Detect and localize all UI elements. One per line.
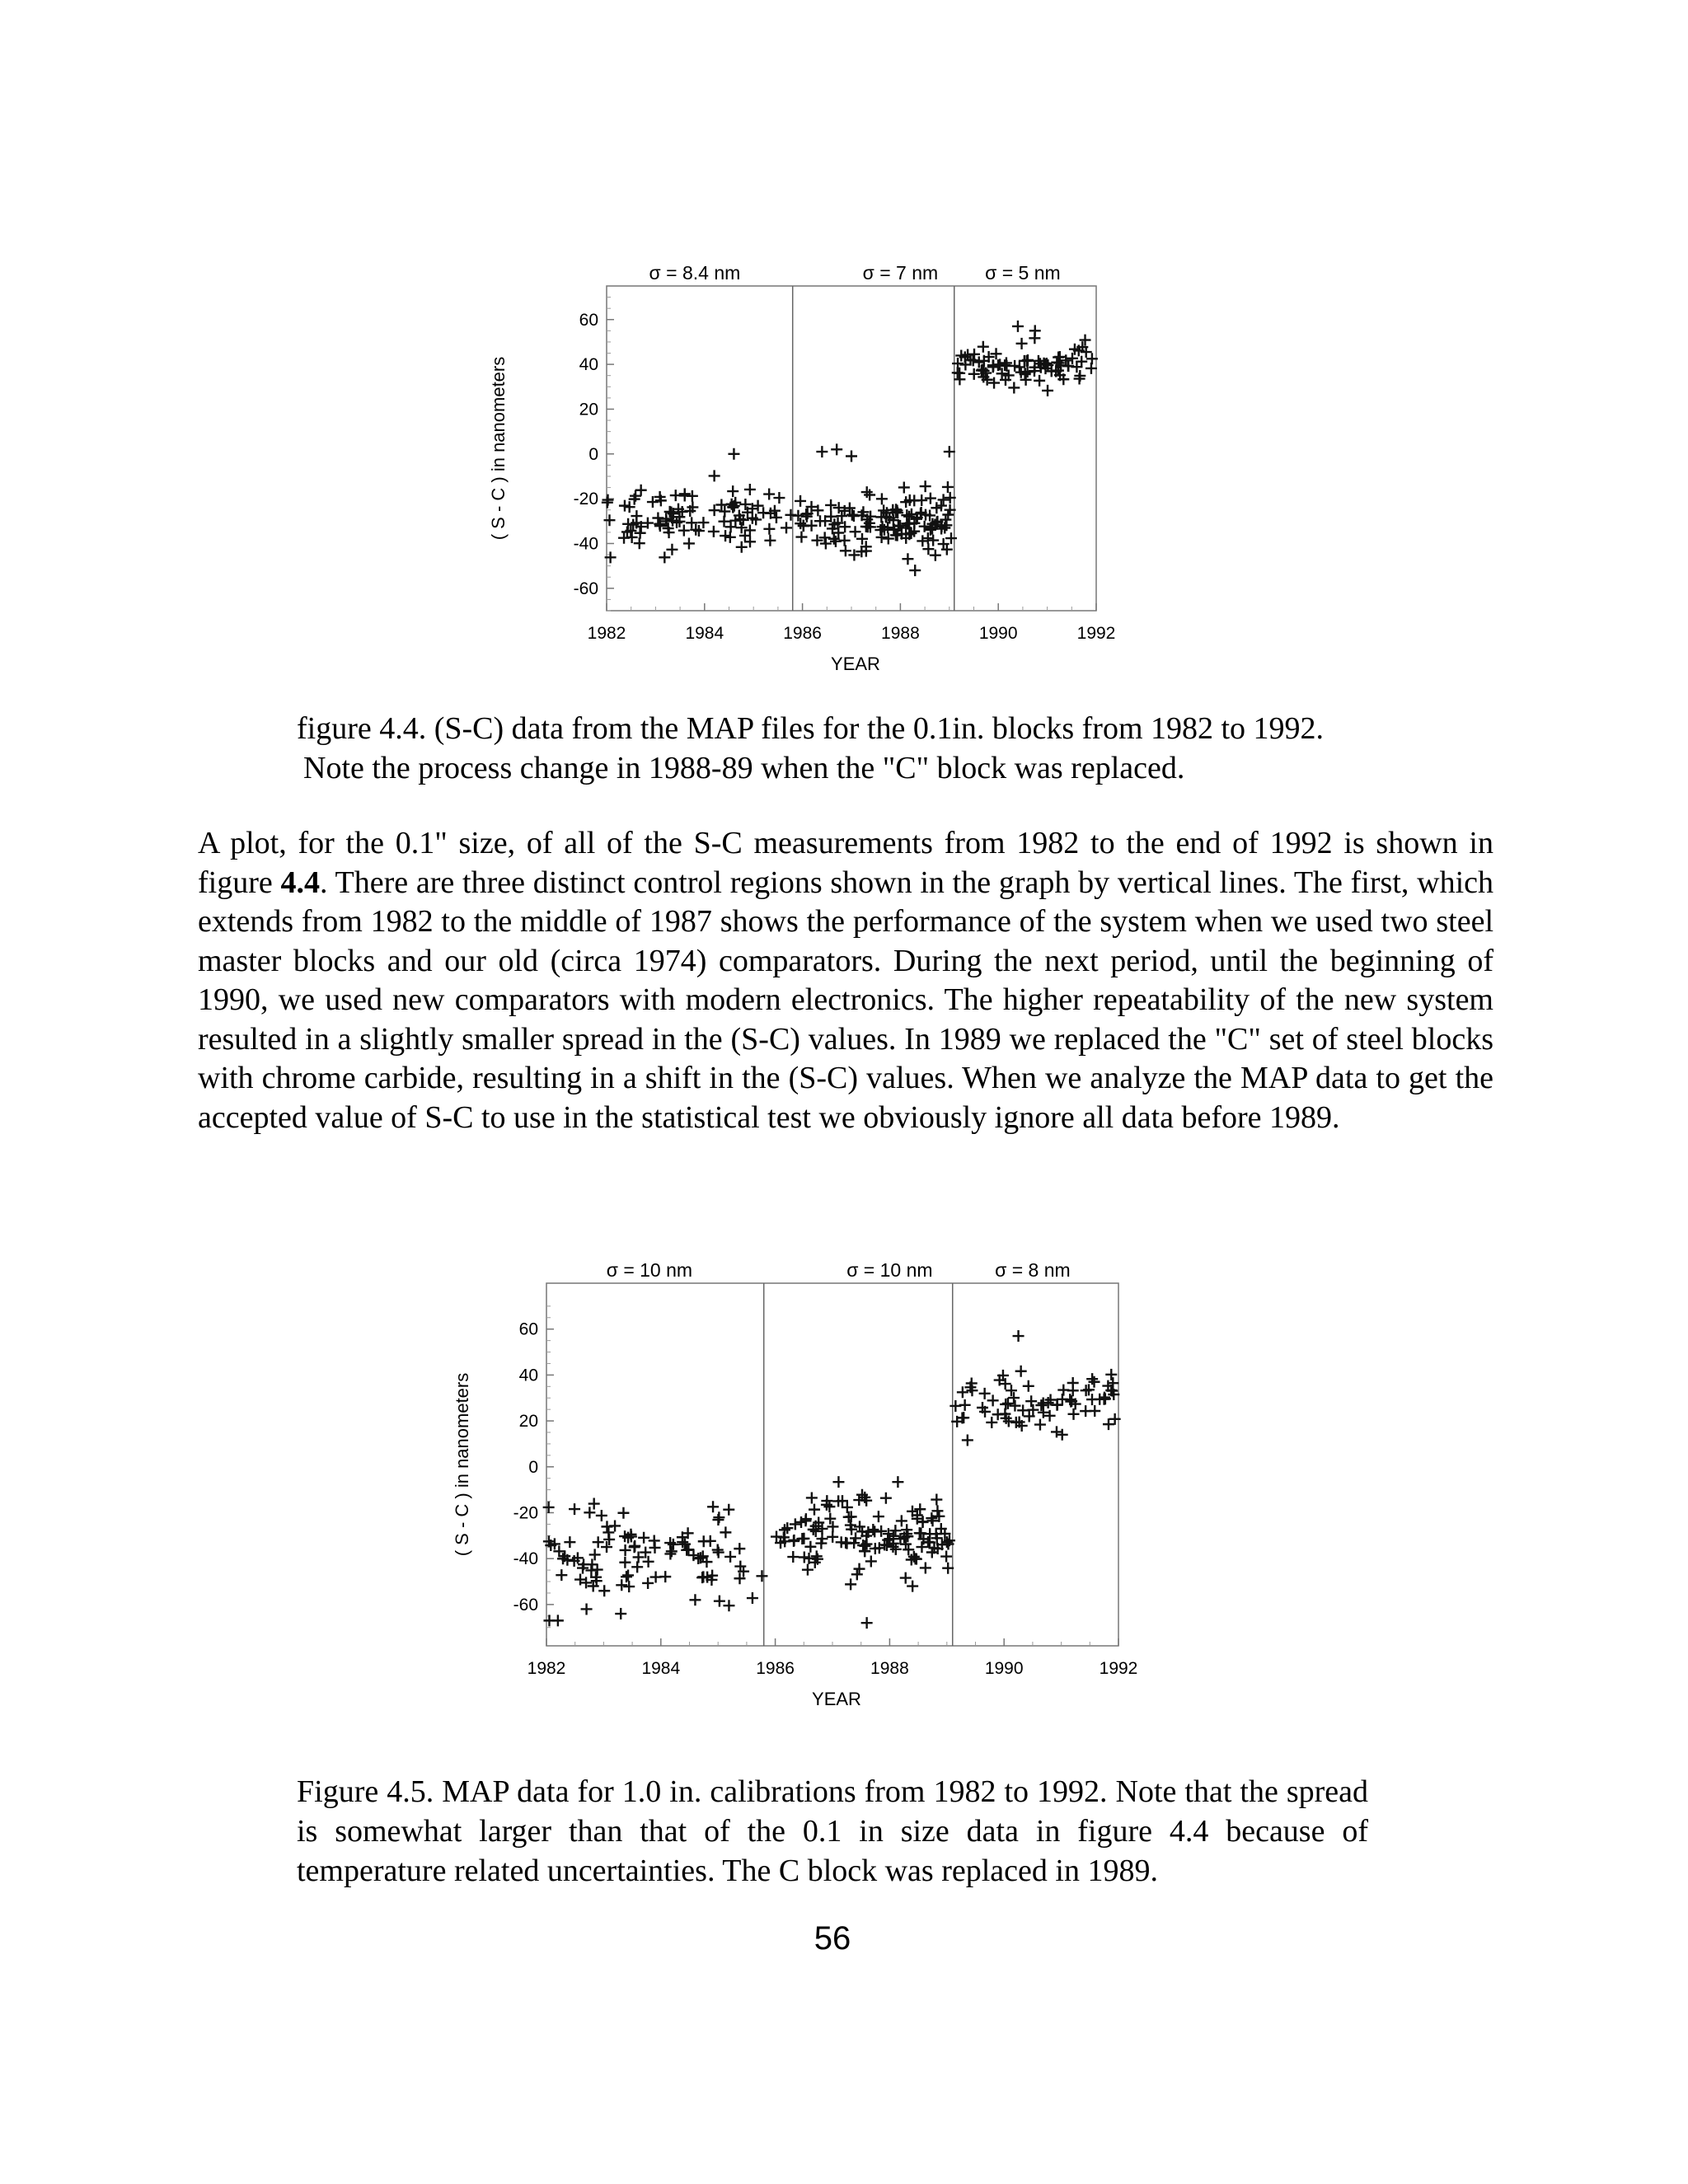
data-point	[1034, 375, 1045, 387]
data-point	[1013, 1330, 1025, 1342]
data-point	[1089, 1376, 1100, 1388]
data-point	[979, 1388, 991, 1399]
data-point	[865, 1555, 877, 1567]
data-point	[930, 550, 941, 561]
data-point	[1008, 1392, 1020, 1404]
x-tick-label: 1986	[783, 624, 822, 643]
data-point	[907, 1581, 918, 1592]
data-point	[734, 1543, 745, 1554]
data-point	[839, 535, 851, 546]
data-point	[954, 373, 965, 385]
data-point	[914, 1503, 926, 1515]
data-point	[744, 536, 756, 547]
data-point	[634, 537, 645, 549]
data-point	[880, 1493, 892, 1504]
data-point	[747, 1592, 758, 1604]
data-point	[851, 1568, 863, 1580]
body-paragraph	[198, 824, 1493, 1137]
data-point	[810, 1526, 822, 1537]
data-point	[819, 532, 831, 543]
x-tick-label: 1992	[1076, 624, 1116, 643]
data-point	[724, 1551, 736, 1563]
data-point	[917, 535, 928, 546]
data-point	[896, 1515, 907, 1526]
y-tick-label: 60	[579, 310, 598, 330]
data-point	[945, 532, 957, 544]
data-point	[908, 1551, 920, 1563]
x-tick-label: 1982	[527, 1659, 566, 1678]
data-point	[824, 1513, 836, 1525]
data-point	[719, 516, 730, 527]
data-point	[670, 490, 682, 501]
data-point	[564, 1536, 575, 1548]
data-point	[1074, 373, 1085, 385]
sigma-label: σ = 10 nm	[606, 1259, 693, 1281]
x-tick-label: 1984	[641, 1659, 681, 1678]
plot-frame	[546, 1283, 1118, 1646]
data-point	[603, 514, 615, 526]
data-point	[603, 1526, 614, 1538]
data-point	[619, 1557, 631, 1568]
data-point	[1002, 1398, 1014, 1409]
data-point	[950, 1400, 961, 1412]
data-point	[816, 446, 828, 457]
data-point	[873, 1511, 884, 1522]
data-point	[920, 1562, 931, 1573]
data-point	[903, 1544, 914, 1555]
plot-frame	[607, 286, 1096, 611]
data-point	[617, 1507, 629, 1519]
figure-4-4-caption	[297, 709, 1451, 788]
page-number: 56	[814, 1920, 851, 1957]
data-point	[763, 523, 775, 535]
data-point	[854, 1563, 865, 1575]
x-tick-label: 1988	[870, 1659, 909, 1678]
data-point	[978, 341, 989, 353]
data-point	[1051, 1426, 1062, 1437]
data-point	[876, 532, 888, 543]
data-point	[756, 1570, 767, 1582]
data-point	[832, 1476, 844, 1488]
y-tick-label: 20	[579, 400, 598, 419]
data-point	[900, 1539, 912, 1550]
data-point	[647, 496, 659, 508]
paragraph-text-before: A plot, for the 0.1" size, of all of the S-C measurements from 1982 to the end of 1992 is shown in figure	[198, 826, 1493, 900]
data-point	[864, 489, 875, 500]
data-point	[598, 1585, 610, 1596]
data-point	[638, 1532, 649, 1544]
data-point	[920, 480, 931, 492]
y-tick-label: -20	[573, 490, 598, 509]
data-point	[925, 493, 936, 504]
sigma-label: σ = 7 nm	[862, 262, 939, 284]
data-point	[892, 1476, 903, 1488]
data-point	[806, 1492, 818, 1503]
data-point	[666, 544, 678, 555]
paragraph-figure-ref: 4.4	[280, 865, 320, 900]
data-point	[1012, 321, 1024, 332]
data-point	[709, 504, 720, 516]
data-point	[931, 1505, 943, 1516]
data-point	[707, 1501, 719, 1512]
x-tick-label: 1990	[978, 624, 1018, 643]
data-point	[795, 495, 806, 507]
data-point	[1008, 382, 1020, 393]
data-point	[831, 443, 842, 455]
data-point	[861, 1617, 873, 1629]
data-point	[727, 485, 738, 497]
data-point	[592, 1564, 603, 1576]
data-point	[723, 1504, 734, 1516]
data-point	[825, 499, 837, 511]
data-point	[736, 541, 748, 553]
data-point	[763, 489, 775, 500]
data-point	[876, 493, 888, 504]
y-tick-label: 0	[528, 1457, 538, 1477]
data-point	[931, 1494, 942, 1506]
data-point	[1086, 1373, 1098, 1385]
data-point	[601, 1521, 612, 1532]
data-point	[623, 1581, 635, 1592]
data-point	[788, 1535, 799, 1546]
x-axis-title: YEAR	[831, 654, 880, 674]
data-point	[728, 448, 739, 460]
data-point	[902, 553, 913, 565]
figure-4-5-caption: Figure 4.5. MAP data for 1.0 in. calibrations from 1982 to 1992. Note that the spread is somewhat larger than that of the 0.1 in size data in figure 4.4 because of temperature related uncertainties. The C block was replaced in 1989.	[297, 1774, 1368, 1888]
data-point	[622, 1569, 634, 1581]
data-point	[552, 1615, 564, 1626]
data-point	[709, 470, 720, 481]
data-point	[581, 1603, 593, 1615]
figure-4-5-svg	[0, 1244, 1688, 1739]
x-tick-label: 1982	[587, 624, 626, 643]
data-point	[689, 1594, 701, 1605]
data-point	[1016, 338, 1028, 349]
sigma-label: σ = 5 nm	[985, 262, 1061, 284]
data-point	[596, 1510, 607, 1521]
data-point	[664, 1548, 676, 1559]
y-tick-label: -40	[573, 534, 598, 554]
data-point	[659, 551, 670, 563]
data-point	[940, 1551, 952, 1563]
figure-4-4-chart	[0, 247, 1688, 692]
data-point	[1068, 1408, 1080, 1420]
y-axis-title: ( S - C ) in nanometers	[452, 1372, 472, 1557]
data-point	[569, 1503, 580, 1515]
data-point	[753, 500, 764, 512]
y-tick-label: 0	[588, 444, 598, 464]
data-point	[631, 1561, 643, 1572]
data-point	[802, 1564, 814, 1576]
data-point	[642, 1577, 654, 1589]
data-point	[781, 522, 792, 533]
data-point	[827, 1521, 838, 1532]
data-point	[773, 492, 785, 504]
data-point	[1029, 325, 1041, 336]
data-point	[809, 1504, 820, 1516]
data-point	[1080, 335, 1091, 346]
y-tick-label: 20	[518, 1412, 538, 1432]
data-point	[811, 1550, 823, 1562]
data-point	[1085, 363, 1097, 374]
figure-4-4-caption-line1: figure 4.4. (S-C) data from the MAP files for the 0.1in. blocks from 1982 to 1992.	[297, 711, 1325, 746]
data-point	[744, 484, 756, 495]
data-point	[1042, 385, 1053, 396]
data-point	[1025, 1395, 1037, 1407]
figure-4-4-caption-line2: Note the process change in 1988-89 when the "C" block was replaced.	[303, 751, 1185, 785]
data-point	[823, 1501, 835, 1512]
x-tick-label: 1990	[984, 1659, 1024, 1678]
data-point	[1001, 357, 1012, 368]
data-point	[757, 507, 769, 518]
data-point	[859, 1545, 870, 1557]
data-point	[650, 1572, 662, 1583]
data-point	[938, 494, 950, 505]
x-tick-label: 1984	[685, 624, 724, 643]
data-point	[800, 509, 812, 520]
data-point	[615, 1608, 626, 1619]
data-point	[845, 1578, 856, 1590]
sigma-label: σ = 10 nm	[846, 1259, 933, 1281]
y-tick-label: 60	[518, 1319, 538, 1339]
data-point	[1006, 1385, 1017, 1396]
y-axis-title: ( S - C ) in nanometers	[488, 356, 509, 541]
data-point	[1023, 1380, 1034, 1392]
data-point	[804, 1541, 816, 1553]
y-tick-label: -20	[513, 1503, 538, 1523]
data-point	[916, 494, 927, 506]
data-point	[944, 446, 955, 457]
data-point	[987, 1394, 999, 1406]
data-point	[875, 1526, 887, 1537]
data-point	[683, 537, 695, 549]
data-point	[712, 1544, 724, 1556]
data-point	[603, 494, 614, 506]
data-point	[720, 1526, 731, 1538]
data-point	[708, 526, 720, 537]
x-axis-title: YEAR	[812, 1689, 861, 1709]
data-point	[900, 1572, 912, 1584]
data-point	[898, 481, 910, 493]
paragraph-text-after: . There are three distinct control regions shown in the graph by vertical lines. The first, which extends from 1982 to the middle of 1987 shows the performance of the system when we used two steel master blocks and our old (circa 1974) comparators. During the next period, until the beginning of 1990, we used new comparators with modern electronics. The higher repeatability of the new system resulted in a slightly smaller spread in the (S-C) values. In 1989 we replaced the "C" set of steel blocks with chrome carbide, resulting in a shift in the (S-C) values. When we analyze the MAP data to get the accepted value of S-C to use in the statistical test we obviously ignore all data before 1989.	[198, 865, 1493, 1135]
data-point	[962, 1434, 973, 1446]
data-point	[846, 451, 857, 462]
data-point	[850, 526, 861, 537]
sigma-label: σ = 8.4 nm	[649, 262, 741, 284]
data-point	[779, 1524, 790, 1535]
data-point	[909, 565, 921, 576]
data-point	[643, 1556, 654, 1568]
data-point	[1057, 1385, 1069, 1396]
data-point	[712, 1514, 724, 1526]
y-tick-label: -40	[513, 1549, 538, 1569]
data-point	[1034, 1419, 1046, 1431]
figure-4-5-chart	[0, 1244, 1688, 1739]
data-point	[1015, 1366, 1027, 1377]
data-point	[795, 532, 807, 543]
data-point	[986, 1417, 997, 1428]
sigma-label: σ = 8 nm	[995, 1259, 1071, 1281]
data-point	[796, 1533, 808, 1544]
data-point	[705, 1535, 716, 1547]
x-tick-label: 1986	[756, 1659, 795, 1678]
y-tick-label: 40	[579, 355, 598, 375]
data-point	[915, 1527, 926, 1539]
y-tick-label: -60	[513, 1595, 538, 1615]
data-point	[795, 518, 806, 529]
x-tick-label: 1992	[1099, 1659, 1138, 1678]
data-point	[635, 485, 647, 496]
x-tick-label: 1988	[881, 624, 920, 643]
data-point	[1080, 1405, 1091, 1417]
data-point	[827, 1531, 838, 1543]
data-point	[666, 1545, 678, 1557]
data-point	[787, 1551, 799, 1563]
y-tick-label: -60	[573, 579, 598, 598]
data-point	[543, 1502, 555, 1513]
data-point	[556, 1569, 567, 1581]
data-point	[764, 535, 776, 546]
data-point	[1105, 1369, 1117, 1380]
data-point	[942, 481, 954, 493]
data-point	[861, 486, 873, 498]
data-point	[1103, 1418, 1114, 1430]
data-point	[1057, 1429, 1068, 1441]
y-tick-label: 40	[518, 1366, 538, 1385]
figure-4-4-svg	[0, 247, 1688, 692]
data-point	[589, 1549, 601, 1560]
